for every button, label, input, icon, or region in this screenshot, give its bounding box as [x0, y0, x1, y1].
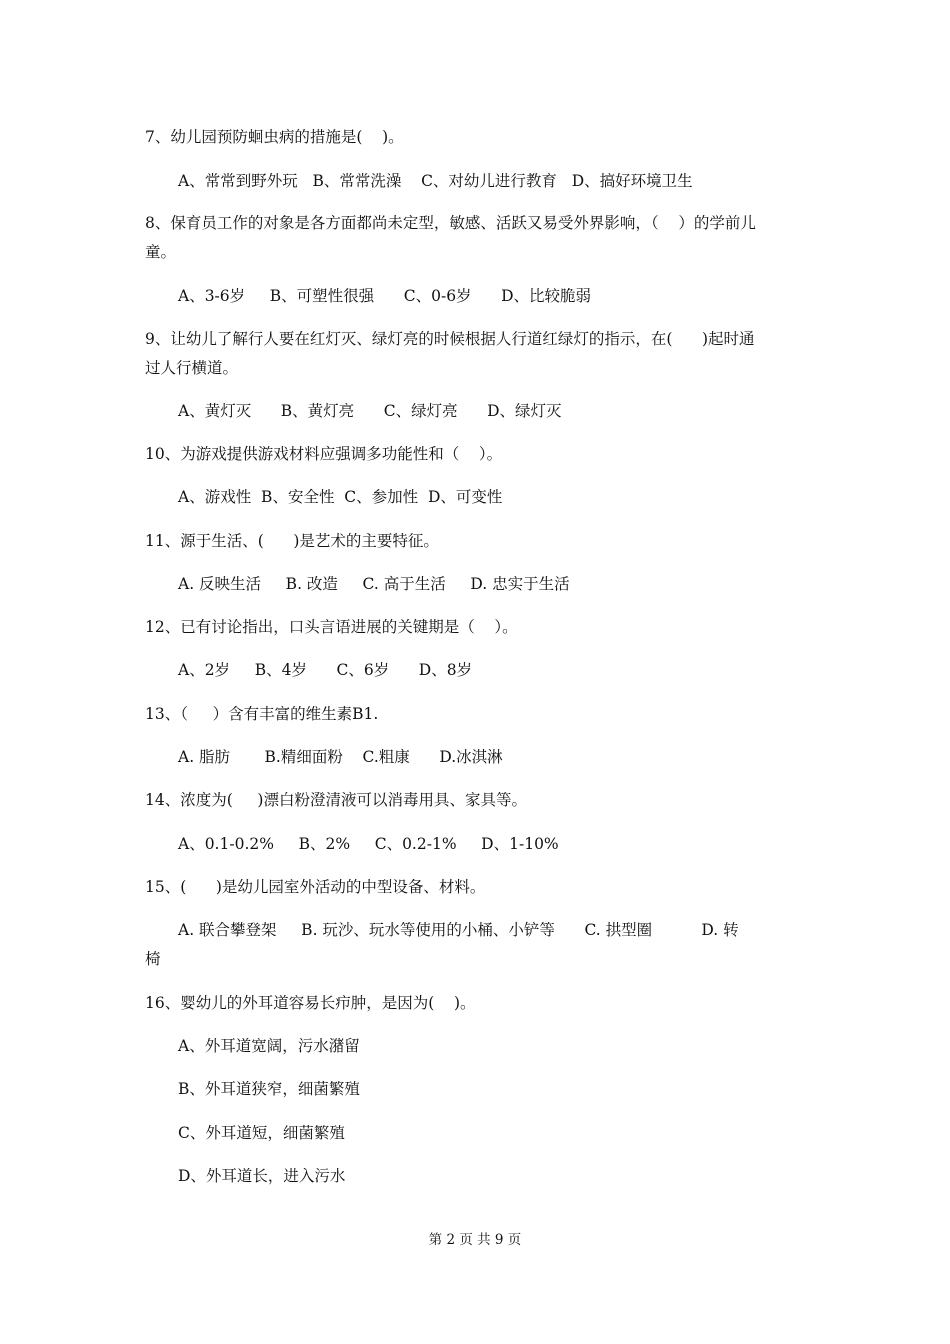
question-14-stem: 14、浓度为( )漂白粉澄清液可以消毒用具、家具等。: [145, 791, 527, 809]
question-10-options: A、游戏性 B、安全性 C、参加性 D、可变性: [178, 488, 503, 506]
question-16-option-d: D、外耳道长，进入污水: [178, 1167, 346, 1185]
question-11-options: A. 反映生活 B. 改造 C. 高于生活 D. 忠实于生活: [178, 575, 570, 593]
question-15-options-continued: 椅: [145, 950, 161, 968]
question-8-stem-continued: 童。: [145, 243, 177, 261]
question-9-stem-continued: 过人行横道。: [145, 359, 239, 377]
question-9-stem: 9、让幼儿了解行人要在红灯灭、绿灯亮的时候根据人行道红绿灯的指示，在( )起时通: [145, 330, 755, 348]
question-7-stem: 7、幼儿园预防蛔虫病的措施是( )。: [145, 128, 404, 146]
page-number-footer: 第 2 页 共 9 页: [428, 1232, 522, 1248]
question-13-stem: 13、（ ）含有丰富的维生素B1.: [145, 705, 379, 723]
question-9-options: A、黄灯灭 B、黄灯亮 C、绿灯亮 D、绿灯灭: [178, 402, 562, 420]
question-10-stem: 10、为游戏提供游戏材料应强调多功能性和（ ）。: [145, 445, 503, 463]
question-7-options: A、常常到野外玩 B、常常洗澡 C、对幼儿进行教育 D、搞好环境卫生: [178, 172, 693, 190]
question-16-option-b: B、外耳道狭窄，细菌繁殖: [178, 1080, 360, 1098]
question-8-options: A、3-6岁 B、可塑性很强 C、0-6岁 D、比较脆弱: [178, 287, 592, 305]
question-16-option-c: C、外耳道短，细菌繁殖: [178, 1124, 345, 1142]
question-16-stem: 16、婴幼儿的外耳道容易长疖肿，是因为( )。: [145, 994, 476, 1012]
question-16-option-a: A、外耳道宽阔，污水潴留: [178, 1037, 360, 1055]
question-15-options: A. 联合攀登架 B. 玩沙、玩水等使用的小桶、小铲等 C. 拱型圈 D. 转: [178, 921, 739, 939]
question-13-options: A. 脂肪 B.精细面粉 C.粗康 D.冰淇淋: [178, 748, 503, 766]
question-8-stem: 8、保育员工作的对象是各方面都尚未定型，敏感、活跃又易受外界影响，（ ）的学前儿: [145, 214, 756, 232]
question-12-stem: 12、已有讨论指出，口头言语进展的关键期是（ ）。: [145, 618, 518, 636]
question-12-options: A、2岁 B、4岁 C、6岁 D、8岁: [178, 661, 473, 679]
question-15-stem: 15、( )是幼儿园室外活动的中型设备、材料。: [145, 878, 486, 896]
question-14-options: A、0.1-0.2% B、2% C、0.2-1% D、1-10%: [178, 835, 559, 853]
question-11-stem: 11、源于生活、( )是艺术的主要特征。: [145, 532, 439, 550]
